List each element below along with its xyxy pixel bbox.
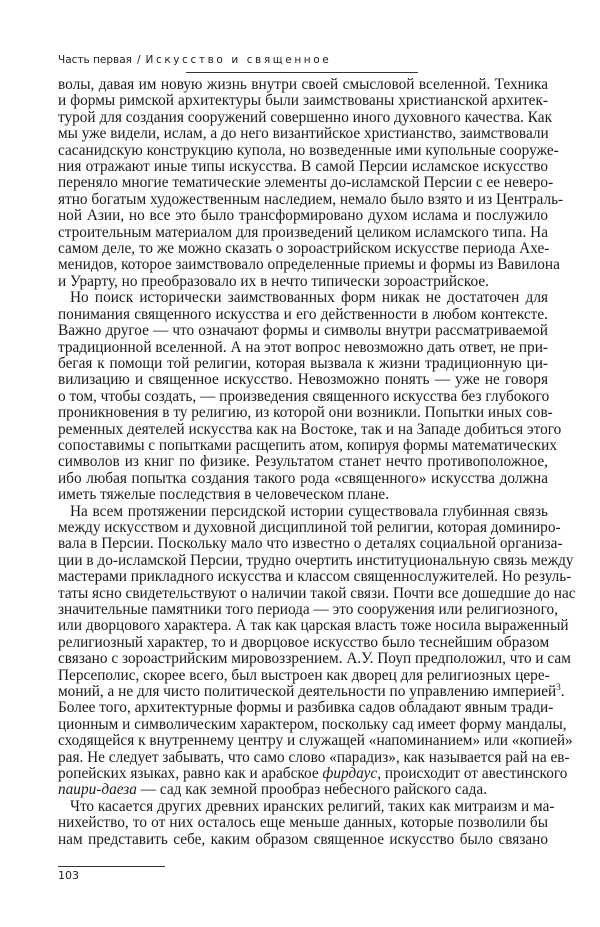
text-line xyxy=(58,765,568,783)
text-line: сходящейся к внутреннему центру и служащей «напоминанием» или «копией» xyxy=(58,732,573,750)
text-line: мастерами прикладного искусства и классом священнослужителей. Но резуль- xyxy=(58,568,572,586)
italic-term: паири-даеза xyxy=(58,781,137,799)
text-segment: — сад как земной прообраз небесного райского сада. xyxy=(136,781,488,799)
text-line: традиционной вселенной. А на этот вопрос невозможно дать ответ, не при- xyxy=(58,338,548,356)
body-text xyxy=(58,76,576,848)
italic-term: фирдаус xyxy=(322,765,378,783)
paragraph xyxy=(58,289,562,504)
text-line: о том, чтобы создать, — произведения священного искусства без глубокого xyxy=(58,387,550,405)
footer-rule xyxy=(58,866,165,867)
text-line: Персеполис, скорее всего, был выстроен как дворец для религиозных цере- xyxy=(58,666,550,684)
text-line: мы уже видели, ислам, а до него византийское христианство, заимствовали xyxy=(58,125,549,143)
text-line: Что касается других древних иранских религий, таких как митраизм и ма- xyxy=(70,797,555,815)
text-line: строительным материалом для произведений целиком исламского типа. На xyxy=(58,223,548,241)
paragraph xyxy=(58,502,576,799)
text-segment: . xyxy=(560,683,565,701)
text-line: понимания священного искусства и его действенности в любом контексте. xyxy=(58,305,548,323)
text-line: вала в Персии. Поскольку мало что известно о деталях социальной организа- xyxy=(58,535,563,553)
text-line: переняло многие тематические элементы до-исламской Персии с ее неверо- xyxy=(58,174,554,192)
text-segment: моний, а не для чисто политической деятельности по управлению империей xyxy=(58,683,557,701)
text-line: рая. Не следует забывать, что само слово «парадиз», как называется рай на ев- xyxy=(58,748,570,766)
text-line: турой для создания сооружений совершенно иного духовного качества. Как xyxy=(58,108,553,126)
text-line xyxy=(58,782,548,798)
text-line: значительные памятники того периода — это сооружения или религиозного, xyxy=(58,601,559,618)
paragraph xyxy=(58,76,564,290)
text-line xyxy=(58,681,565,701)
text-line: или дворцового характера. А так как царская власть тоже носила выраженный xyxy=(58,617,569,635)
text-line: ционным и символическим характером, поскольку сад имеет форму мандалы, xyxy=(58,715,567,733)
text-segment: , происходит от авестинского xyxy=(377,765,568,783)
text-line: сасанидскую конструкцию купола, но возведенные ими купольные сооруже- xyxy=(58,141,559,159)
running-header xyxy=(58,54,331,66)
text-line: и формы римской архитектуры были заимствованы христианской архитек- xyxy=(58,92,548,110)
text-line: бегая к помощи той религии, которая вызвала к жизни традиционную ци- xyxy=(58,354,548,372)
header-rule xyxy=(186,72,418,73)
text-line: сопоставимы с попытками расщепить атом, копируя формы математических xyxy=(58,436,558,454)
text-line: ния отражают иные типы искусства. В самой Персии исламское искусство xyxy=(58,158,548,176)
text-line: ятно богатым художественным наследием, немало было взято и из Централь- xyxy=(58,190,564,208)
text-line: нихейство, то от них осталось еще меньше данных, которые позволили бы xyxy=(58,814,548,832)
text-line: волы, давая им новую жизнь внутри своей смысловой вселенной. Техника xyxy=(58,76,548,93)
text-line: ной Азии, но все это было трансформировано духом ислама и послужило xyxy=(58,207,548,225)
page-number: 103 xyxy=(58,869,79,882)
text-line: религиозный характер, то и дворцовое искусство было теснейшим образом xyxy=(58,633,550,651)
text-line: На всем протяжении персидской истории существовала глубинная связь xyxy=(70,502,548,520)
text-line: ременных деятелей искусства как на Востоке, так и на Западе добиться этого xyxy=(58,420,562,438)
text-line: связано с зороастрийским мировоззрением. А.У. Поуп предположил, что и сам xyxy=(58,650,571,668)
text-line: Но поиск исторически заимствованных форм никак не достаточен для xyxy=(70,289,548,307)
text-line: менидов, которое заимствовало определенные приемы и формы из Вавилона xyxy=(58,256,560,274)
text-line: нам представить себе, каким образом священное искусство было связано xyxy=(58,830,548,848)
text-line: вилизацию и священное искусство. Невозможно понять — уже не говоря xyxy=(58,371,548,389)
text-line: самом деле, то же можно сказать о зороастрийском искусстве периода Ахе- xyxy=(58,240,550,258)
text-segment: ропейских языках, равно как и арабское xyxy=(58,765,323,783)
text-line: проникновения в ту религию, из которой они возникли. Попытки иных сов- xyxy=(58,404,553,422)
text-line: иметь тяжелые последствия в человеческом плане. xyxy=(58,486,390,504)
text-line: ции в до-исламской Персии, трудно очертить институциональную связь между xyxy=(58,551,574,569)
text-line: Важно другое — что означают формы и символы внутри рассматриваемой xyxy=(58,322,548,340)
header-part: Часть первая xyxy=(58,54,132,66)
text-line: таты ясно свидетельствуют о наличии такой связи. Почти все дошедшие до нас xyxy=(58,584,576,602)
footnote-marker: 3 xyxy=(556,681,561,692)
text-line: и Урарту, но преобразовало их в нечто типически зороастрийское. xyxy=(58,272,489,290)
text-line: символов из книг по физике. Результатом станет нечто противоположное, xyxy=(58,453,548,471)
text-line: ибо любая попытка создания такого рода «священного» искусства должна xyxy=(58,469,548,487)
text-line: Более того, архитектурные формы и разбивка садов обладают явным тради- xyxy=(58,699,554,717)
text-line: между искусством и духовной дисциплиной той религии, которая доминиро- xyxy=(58,518,561,536)
paragraph xyxy=(58,797,555,848)
header-separator: / xyxy=(136,54,141,66)
header-title: Искусство и священное xyxy=(145,54,332,66)
